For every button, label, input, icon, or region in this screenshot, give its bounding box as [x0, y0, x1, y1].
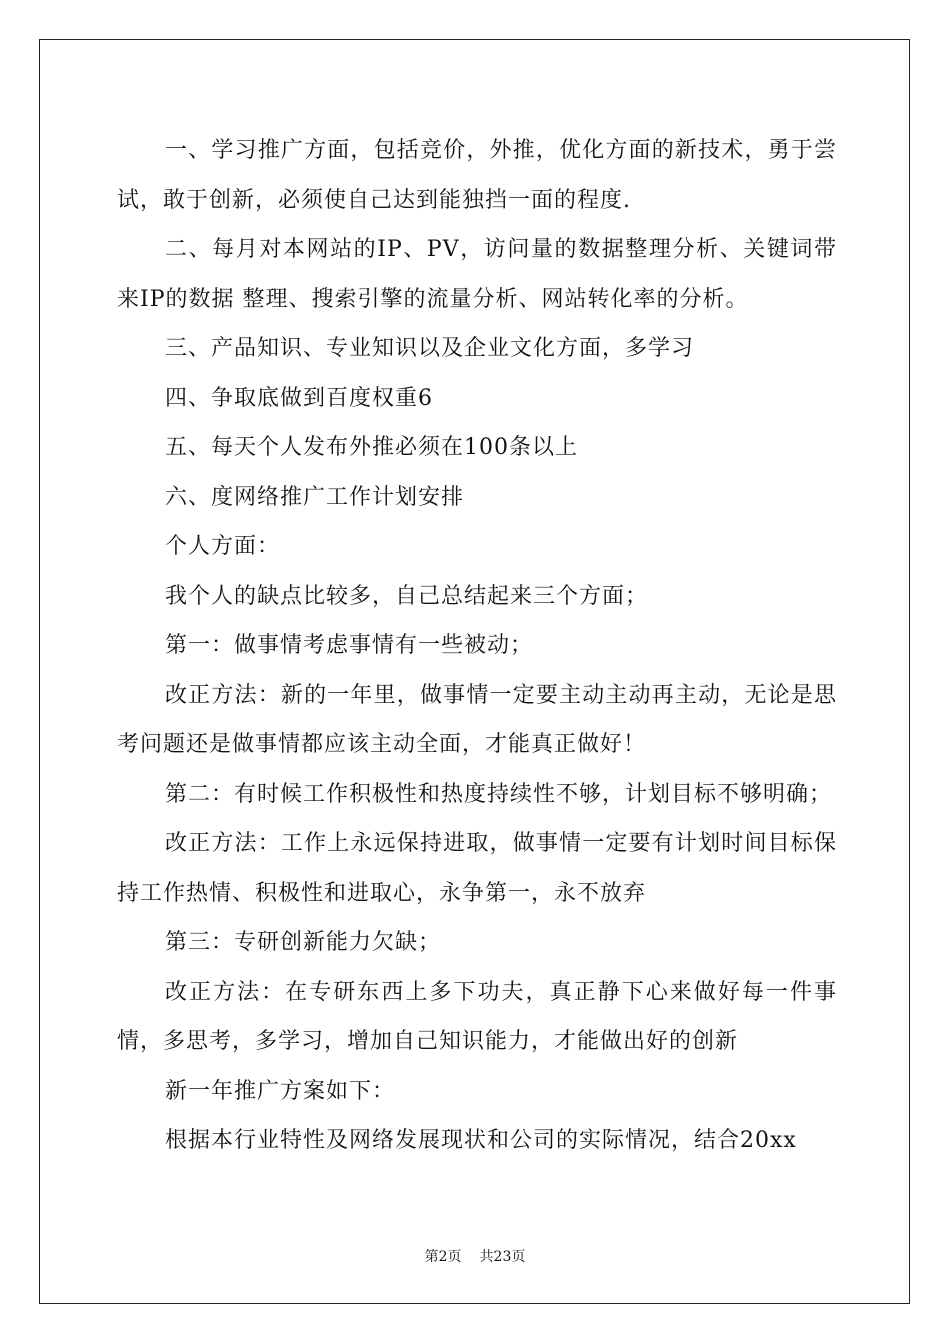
paragraph: 我个人的缺点比较多，自己总结起来三个方面； — [165, 583, 649, 609]
paragraph: 第二：有时候工作积极性和热度持续性不够，计划目标不够明确； — [165, 781, 833, 807]
paragraph: 一、学习推广方面，包括竞价，外推，优化方面的新技术，勇于尝试，敢于创新，必须使自己达到能独挡一面的程度. — [117, 138, 837, 213]
paragraph: 改正方法：新的一年里，做事情一定要主动主动再主动，无论是思考问题还是做事情都应该主动全面，才能真正做好！ — [117, 682, 837, 757]
paragraph: 第一：做事情考虑事情有一些被动； — [165, 633, 534, 658]
page-total: 共23页 — [479, 1249, 526, 1265]
document-body — [117, 126, 837, 1166]
page-footer — [0, 1246, 950, 1266]
paragraph: 改正方法：在专研东西上多下功夫，真正静下心来做好每一件事情，多思考，多学习，增加自己知识能力，才能做出好的创新 — [117, 979, 837, 1054]
paragraph: 二、每月对本网站的IP、PV，访问量的数据整理分析、关键词带来IP的数据 整理、搜索引擎的流量分析、网站转化率的分析。 — [117, 237, 837, 312]
paragraph: 新一年推广方案如下： — [165, 1078, 396, 1104]
paragraph: 五、每天个人发布外推必须在100条以上 — [165, 435, 578, 460]
page-number: 第2页 — [424, 1249, 462, 1265]
paragraph: 四、争取底做到百度权重6 — [165, 385, 433, 411]
paragraph: 六、度网络推广工作计划安排 — [165, 484, 465, 510]
paragraph: 三、产品知识、专业知识以及企业文化方面，多学习 — [165, 336, 695, 361]
paragraph: 第三：专研创新能力欠缺； — [165, 930, 442, 955]
paragraph: 改正方法：工作上永远保持进取，做事情一定要有计划时间目标保持工作热情、积极性和进取心，永争第一，永不放弃 — [117, 831, 837, 906]
paragraph: 个人方面： — [165, 534, 281, 559]
paragraph: 根据本行业特性及网络发展现状和公司的实际情况，结合20xx — [165, 1128, 797, 1153]
